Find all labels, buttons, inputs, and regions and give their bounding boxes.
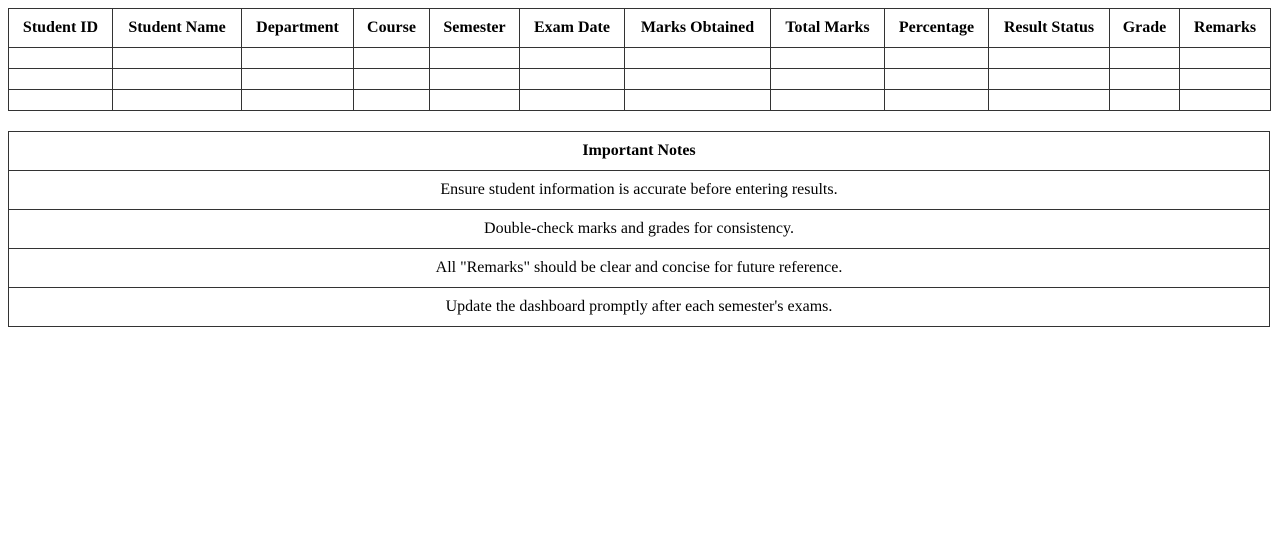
note-row	[9, 171, 1270, 210]
table-cell[interactable]	[113, 90, 242, 111]
table-cell[interactable]	[1110, 90, 1180, 111]
table-cell[interactable]	[520, 90, 625, 111]
table-row	[9, 69, 1271, 90]
table-cell[interactable]	[1180, 69, 1271, 90]
column-header-marks-obtained: Marks Obtained	[625, 9, 771, 48]
note-row	[9, 249, 1270, 288]
important-notes-table	[8, 131, 1270, 327]
column-header-course: Course	[354, 9, 430, 48]
column-header-department: Department	[242, 9, 354, 48]
column-header-student-name: Student Name	[113, 9, 242, 48]
column-header-exam-date: Exam Date	[520, 9, 625, 48]
table-cell[interactable]	[625, 90, 771, 111]
note-item: All "Remarks" should be clear and concise for future reference.	[9, 249, 1270, 288]
table-cell[interactable]	[520, 48, 625, 69]
table-row	[9, 90, 1271, 111]
table-cell[interactable]	[1110, 48, 1180, 69]
table-cell[interactable]	[989, 48, 1110, 69]
table-cell[interactable]	[520, 69, 625, 90]
note-item: Ensure student information is accurate before entering results.	[9, 171, 1270, 210]
notes-title: Important Notes	[9, 132, 1270, 171]
table-cell[interactable]	[989, 69, 1110, 90]
table-cell[interactable]	[771, 90, 885, 111]
table-cell[interactable]	[989, 90, 1110, 111]
table-cell[interactable]	[9, 90, 113, 111]
table-cell[interactable]	[771, 48, 885, 69]
column-header-student-id: Student ID	[9, 9, 113, 48]
column-header-remarks: Remarks	[1180, 9, 1271, 48]
table-cell[interactable]	[113, 48, 242, 69]
table-cell[interactable]	[885, 90, 989, 111]
table-cell[interactable]	[625, 69, 771, 90]
column-header-grade: Grade	[1110, 9, 1180, 48]
note-row	[9, 210, 1270, 249]
table-cell[interactable]	[113, 69, 242, 90]
results-table	[8, 8, 1271, 111]
table-row	[9, 48, 1271, 69]
table-cell[interactable]	[430, 69, 520, 90]
table-cell[interactable]	[885, 48, 989, 69]
table-cell[interactable]	[1180, 90, 1271, 111]
note-item: Update the dashboard promptly after each semester's exams.	[9, 288, 1270, 327]
table-cell[interactable]	[242, 69, 354, 90]
table-cell[interactable]	[430, 90, 520, 111]
table-cell[interactable]	[354, 69, 430, 90]
table-cell[interactable]	[242, 90, 354, 111]
table-cell[interactable]	[9, 69, 113, 90]
table-cell[interactable]	[242, 48, 354, 69]
table-cell[interactable]	[1180, 48, 1271, 69]
table-cell[interactable]	[430, 48, 520, 69]
column-header-result-status: Result Status	[989, 9, 1110, 48]
column-header-total-marks: Total Marks	[771, 9, 885, 48]
column-header-semester: Semester	[430, 9, 520, 48]
table-cell[interactable]	[771, 69, 885, 90]
table-cell[interactable]	[1110, 69, 1180, 90]
table-cell[interactable]	[885, 69, 989, 90]
header-row	[9, 9, 1271, 48]
table-cell[interactable]	[9, 48, 113, 69]
note-item: Double-check marks and grades for consistency.	[9, 210, 1270, 249]
note-row	[9, 288, 1270, 327]
column-header-percentage: Percentage	[885, 9, 989, 48]
table-cell[interactable]	[354, 90, 430, 111]
table-cell[interactable]	[354, 48, 430, 69]
table-cell[interactable]	[625, 48, 771, 69]
